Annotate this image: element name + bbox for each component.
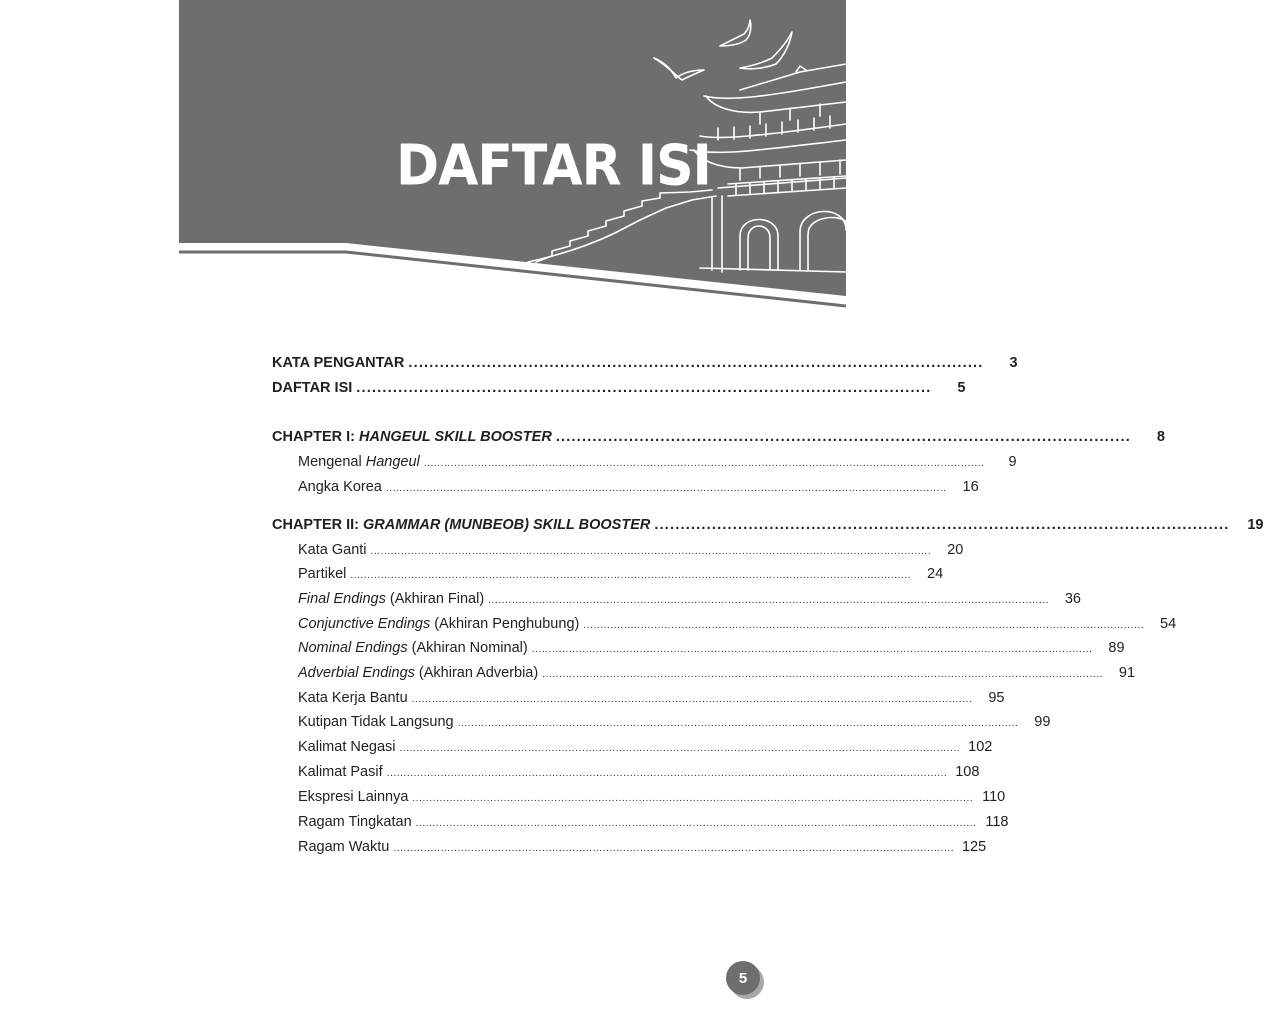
toc-entry[interactable] <box>272 378 966 398</box>
toc-entry-page: 20 <box>947 542 964 558</box>
toc-entry[interactable] <box>298 737 993 757</box>
toc-entry-label: Kalimat Pasif <box>298 764 383 780</box>
toc-entry-page: 118 <box>985 814 1009 830</box>
toc-entry-page: 5 <box>957 380 966 396</box>
toc-entry-page: 16 <box>962 479 979 495</box>
toc-entry[interactable] <box>298 564 944 584</box>
toc-entry[interactable] <box>298 540 964 560</box>
toc-dot-leader: .............................................................................................................. <box>408 355 984 371</box>
toc-entry-label: Ragam Waktu <box>298 839 390 855</box>
toc-entry-page: 95 <box>988 690 1005 706</box>
toc-entry-label-italic: Conjunctive Endings <box>298 616 431 632</box>
toc-entry[interactable] <box>298 663 1136 683</box>
page-number-badge: 5 <box>726 961 760 995</box>
toc-entry-label-italic: HANGEUL SKILL BOOSTER <box>359 429 552 445</box>
toc-entry-label: Kata Kerja Bantu <box>298 690 408 706</box>
toc-dot-leader: .............................................................................................................. <box>555 429 1131 445</box>
toc-dot-leader: ...................................................................................................................................................................... <box>423 458 985 469</box>
toc-entry-label-italic: GRAMMAR (MUNBEOB) SKILL BOOSTER <box>363 517 651 533</box>
toc-dot-leader: ...................................................................................................................................................................... <box>350 570 912 581</box>
toc-entry-label: Partikel <box>298 566 347 582</box>
toc-entry-label: Kutipan Tidak Langsung <box>298 714 454 730</box>
toc-entry-label: Final Endings (Akhiran Final) <box>298 591 485 607</box>
toc-entry[interactable] <box>298 477 979 497</box>
toc-entry[interactable] <box>298 787 1006 807</box>
toc-dot-leader: .............................................................................................................. <box>654 517 1230 533</box>
toc-dot-leader: ...................................................................................................................................................................... <box>415 818 977 829</box>
toc-entry-page: 54 <box>1160 616 1177 632</box>
toc-entry-label-italic: Hangeul <box>365 454 420 470</box>
toc-entry-page: 24 <box>927 566 944 582</box>
toc-entry-label: Kata Ganti <box>298 542 367 558</box>
toc-entry-page: 9 <box>1008 454 1017 470</box>
toc-entry-label: CHAPTER II: GRAMMAR (MUNBEOB) SKILL BOOSTER <box>272 517 651 533</box>
toc-entry-label: Angka Korea <box>298 479 382 495</box>
toc-entry[interactable] <box>298 812 1009 832</box>
toc-entry[interactable] <box>298 452 1017 472</box>
toc-entry-label: Ekspresi Lainnya <box>298 789 409 805</box>
toc-entry[interactable] <box>298 638 1125 658</box>
toc-entry-label: CHAPTER I: HANGEUL SKILL BOOSTER <box>272 429 552 445</box>
toc-dot-leader: ...................................................................................................................................................................... <box>399 743 961 754</box>
toc-entry-label: Nominal Endings (Akhiran Nominal) <box>298 640 528 656</box>
toc-entry-label-italic: Nominal Endings <box>298 640 408 656</box>
toc-entry-page: 91 <box>1118 665 1136 681</box>
toc-entry-page: 19 <box>1247 517 1264 533</box>
toc-entry[interactable] <box>298 712 1051 732</box>
toc-entry-page: 125 <box>961 839 987 855</box>
toc-entry-page: 8 <box>1156 429 1165 445</box>
toc-entry[interactable] <box>298 688 1005 708</box>
toc-dot-leader: ...................................................................................................................................................................... <box>370 546 932 557</box>
toc-entry-label-italic: Final Endings <box>298 591 386 607</box>
toc-entry-page: 108 <box>955 764 980 780</box>
toc-dot-leader: ...................................................................................................................................................................... <box>583 620 1145 631</box>
toc-entry[interactable] <box>298 589 1081 609</box>
toc-dot-leader: ...................................................................................................................................................................... <box>531 644 1093 655</box>
toc-entry[interactable] <box>298 837 987 857</box>
toc-entry-page: 99 <box>1034 714 1051 730</box>
toc-entry-label: Conjunctive Endings (Akhiran Penghubung) <box>298 616 580 632</box>
toc-dot-leader: ...................................................................................................................................................................... <box>412 793 974 804</box>
toc-dot-leader: ...................................................................................................................................................................... <box>386 768 948 779</box>
toc-entry-page: 110 <box>982 789 1006 805</box>
toc-entry-label: Kalimat Negasi <box>298 739 396 755</box>
toc-dot-leader: ...................................................................................................................................................................... <box>385 483 947 494</box>
toc-entry-label: Ragam Tingkatan <box>298 814 412 830</box>
toc-entry[interactable] <box>298 614 1177 634</box>
toc-entry-page: 36 <box>1064 591 1081 607</box>
toc-dot-leader: ...................................................................................................................................................................... <box>488 595 1049 606</box>
toc-entry-label-italic: Adverbial Endings <box>298 665 415 681</box>
toc-entry-page: 89 <box>1108 640 1125 656</box>
toc-dot-leader: ...................................................................................................................................................................... <box>457 718 1019 729</box>
toc-dot-leader: ...................................................................................................................................................................... <box>411 694 973 705</box>
toc-entry-page: 102 <box>968 739 993 755</box>
toc-dot-leader: ...................................................................................................................................................................... <box>542 669 1104 680</box>
toc-dot-leader: .............................................................................................................. <box>356 380 932 396</box>
toc-dot-leader: ...................................................................................................................................................................... <box>393 843 955 854</box>
toc-entry[interactable] <box>298 762 980 782</box>
toc-entry-label: Mengenal Hangeul <box>298 454 420 470</box>
toc-entry[interactable] <box>272 353 1018 373</box>
toc-chapter-entry[interactable] <box>272 427 1165 447</box>
toc-entry-label: DAFTAR ISI <box>272 380 353 396</box>
toc-entry-label: KATA PENGANTAR <box>272 355 405 371</box>
page-title: DAFTAR ISI <box>396 133 711 199</box>
toc-chapter-entry[interactable] <box>272 515 1264 535</box>
toc-entry-label: Adverbial Endings (Akhiran Adverbia) <box>298 665 539 681</box>
toc-entry-page: 3 <box>1009 355 1018 371</box>
